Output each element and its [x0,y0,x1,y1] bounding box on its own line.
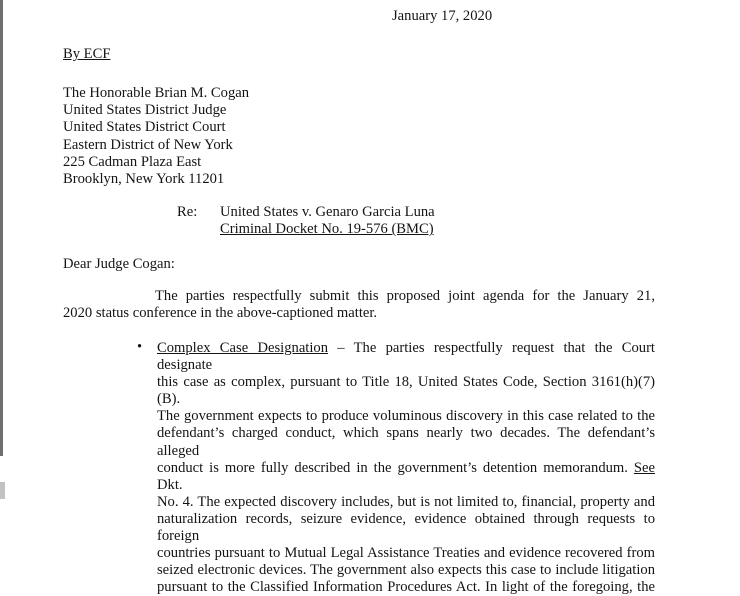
address-line: United States District Court [63,119,226,136]
scrollbar-fragment [0,482,5,499]
paragraph-line [157,545,655,562]
text-segment: The government expects to produce voluminous discovery in this case related to the [157,408,655,425]
text-segment: pursuant to the Classified Information Procedures Act. In light of the foregoing, the [157,579,655,596]
case-name: United States v. Genaro Garcia Luna [220,204,435,220]
paragraph-line [157,579,655,596]
recipient-address-block [63,85,249,188]
paragraph-line [157,511,655,545]
docket-number: Criminal Docket No. 19-576 (BMC) [220,221,434,238]
paragraph-line [157,562,655,579]
paragraph-line [157,494,655,511]
address-line: Brooklyn, New York 11201 [63,171,225,188]
paragraph-line [157,408,655,425]
address-line: The Honorable Brian M. Cogan [63,85,250,101]
text-segment: seized electronic devices. The government also expects this case to include litigation [157,562,655,579]
agenda-item-complex-case-designation [157,340,655,596]
text-segment: defendant’s charged conduct, which spans nearly two decades. The defendant’s alleged [157,425,655,459]
page-left-edge [0,0,3,456]
delivery-method: By ECF [63,46,111,62]
re-block [220,204,435,238]
text-segment: countries pursuant to Mutual Legal Assistance Treaties and evidence recovered from [157,545,655,562]
underlined-text: See [633,459,655,476]
paragraph-line [157,425,655,459]
text-segment: naturalization records, seizure evidence, evidence obtained through requests to foreign [157,510,655,545]
paragraph-line [157,374,655,408]
text-segment: – The parties respectfully request that the Court designate [157,340,655,374]
salutation: Dear Judge Cogan: [63,256,175,272]
intro-paragraph-line-1: The parties respectfully submit this proposed joint agenda for the January 21, [155,288,655,304]
underlined-text: Complex Case Designation [157,340,328,356]
letter-date: January 17, 2020 [392,8,493,24]
address-line: United States District Judge [63,102,227,119]
text-segment: Dkt. [157,476,183,493]
address-line: 225 Cadman Plaza East [63,153,202,170]
text-segment: No. 4. The expected discovery includes, but is not limited to, financial, property and [157,493,655,510]
text-segment: conduct is more fully described in the government’s detention memorandum. [157,459,634,476]
text-segment: this case as complex, pursuant to Title 18, United States Code, Section 3161(h)(7)(B). [157,374,655,408]
re-label: Re: [177,204,198,220]
intro-paragraph-line-2: 2020 status conference in the above-captioned matter. [63,305,378,321]
address-line: Eastern District of New York [63,136,233,153]
bullet-icon: • [137,339,143,355]
paragraph-line [157,340,655,374]
paragraph-line [157,460,655,494]
